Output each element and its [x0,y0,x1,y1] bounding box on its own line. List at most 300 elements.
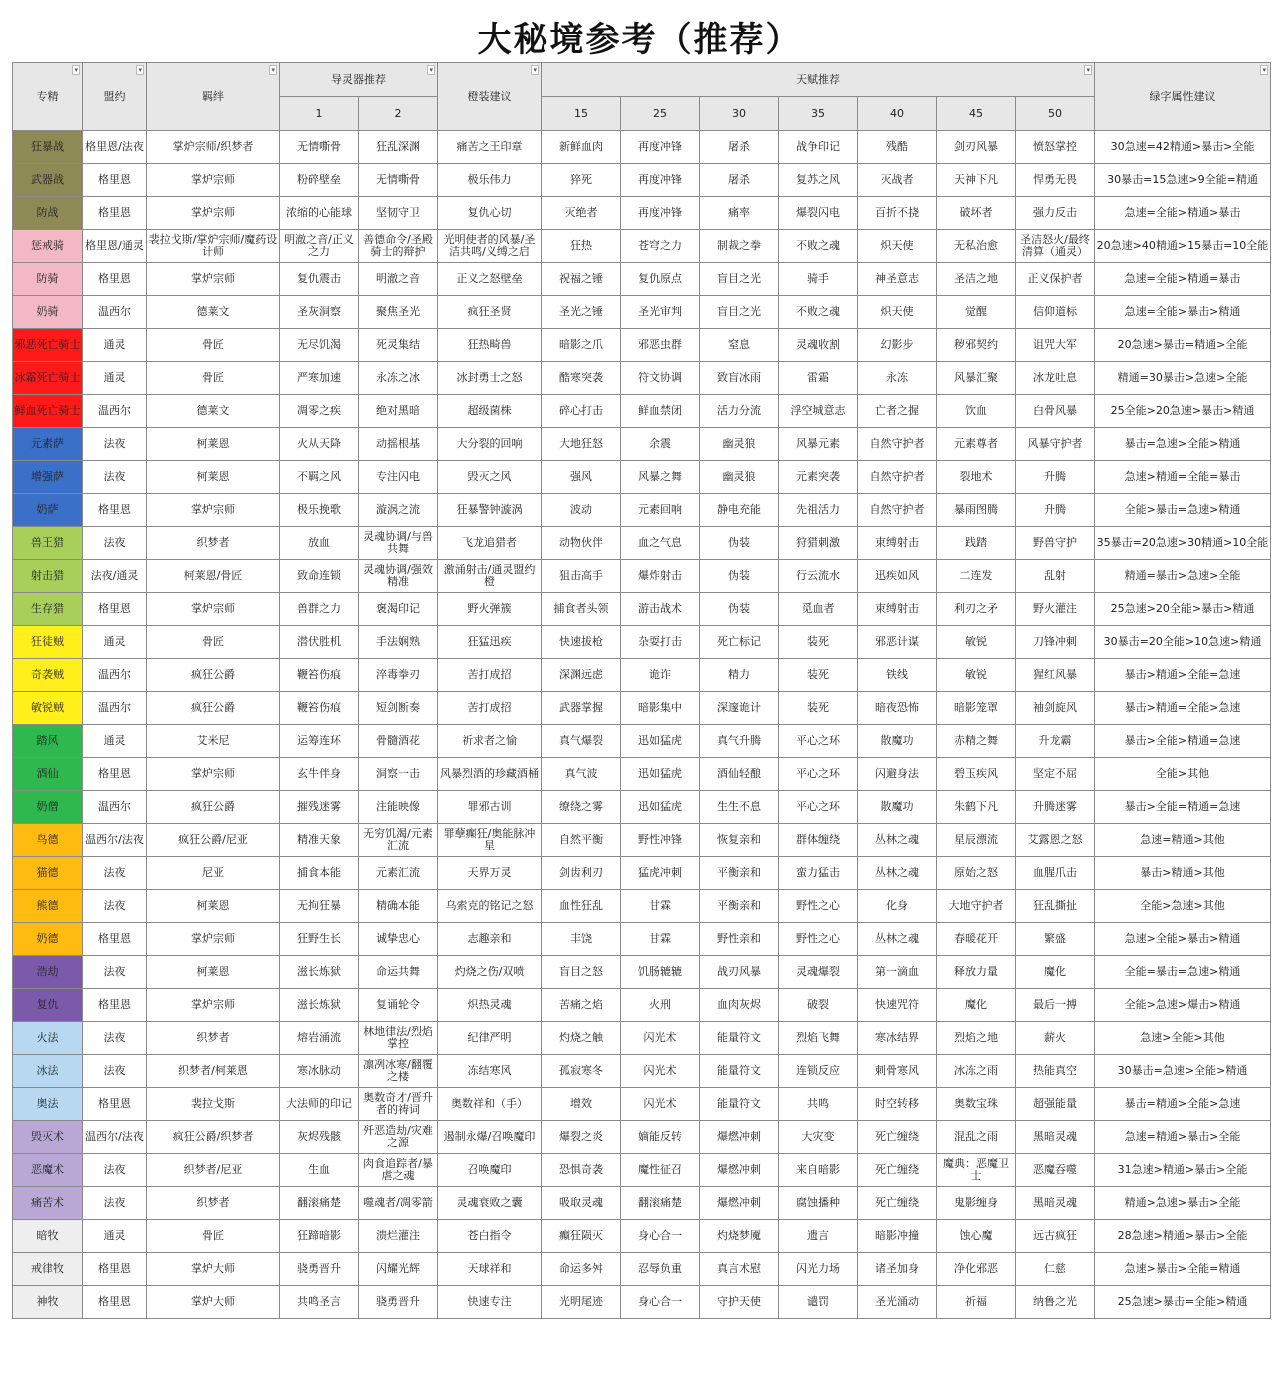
talent-45-cell[interactable]: 净化邪恶 [937,1253,1016,1286]
conduit-1-cell[interactable]: 浓缩的心能球 [280,197,359,230]
soulbind-cell[interactable]: 织梦者 [147,527,280,560]
legendary-cell[interactable]: 疯狂圣贤 [438,296,542,329]
talent-50-cell[interactable]: 魔化 [1016,956,1095,989]
soulbind-cell[interactable]: 织梦者/柯莱恩 [147,1055,280,1088]
talent-15-cell[interactable]: 狂热 [542,230,621,263]
talent-30-cell[interactable]: 能量符文 [700,1022,779,1055]
legendary-cell[interactable]: 苦打成招 [438,692,542,725]
talent-50-cell[interactable]: 血腥爪击 [1016,857,1095,890]
covenant-cell[interactable]: 法夜 [83,1154,147,1187]
soulbind-cell[interactable]: 疯狂公爵 [147,659,280,692]
conduit-1-cell[interactable]: 不羁之风 [280,461,359,494]
talent-25-cell[interactable]: 迅如猛虎 [621,791,700,824]
talent-30-cell[interactable]: 精力 [700,659,779,692]
talent-15-cell[interactable]: 缭绕之雾 [542,791,621,824]
legendary-cell[interactable]: 苦打成招 [438,659,542,692]
talent-40-cell[interactable]: 炽天使 [858,230,937,263]
stats-cell[interactable]: 25急速>暴击=全能>精通 [1095,1286,1271,1319]
talent-40-cell[interactable]: 灭战者 [858,164,937,197]
talent-25-cell[interactable]: 苍穹之力 [621,230,700,263]
talent-50-cell[interactable]: 乱射 [1016,560,1095,593]
conduit-1-cell[interactable]: 无尽饥渴 [280,329,359,362]
legendary-cell[interactable]: 野火弹簇 [438,593,542,626]
talent-15-cell[interactable]: 大地狂怒 [542,428,621,461]
soulbind-cell[interactable]: 织梦者 [147,1187,280,1220]
spec-cell[interactable]: 冰法 [13,1055,83,1088]
legendary-cell[interactable]: 超级菌株 [438,395,542,428]
talent-40-cell[interactable]: 束缚射击 [858,593,937,626]
talent-15-cell[interactable]: 深渊远虑 [542,659,621,692]
stats-cell[interactable]: 30急速=42精通>暴击>全能 [1095,131,1271,164]
covenant-cell[interactable]: 通灵 [83,329,147,362]
covenant-cell[interactable]: 格里恩 [83,593,147,626]
talent-25-cell[interactable]: 忍辱负重 [621,1253,700,1286]
soulbind-cell[interactable]: 骨匠 [147,1220,280,1253]
conduit-1-cell[interactable]: 骁勇晋升 [280,1253,359,1286]
legendary-cell[interactable]: 风暴烈酒的珍藏酒桶 [438,758,542,791]
talent-25-cell[interactable]: 风暴之舞 [621,461,700,494]
soulbind-cell[interactable]: 德莱文 [147,395,280,428]
talent-35-cell[interactable]: 先祖活力 [779,494,858,527]
talent-50-cell[interactable]: 超强能量 [1016,1088,1095,1121]
talent-30-cell[interactable]: 战刃风暴 [700,956,779,989]
conduit-2-cell[interactable]: 灵魂协调/强效精准 [359,560,438,593]
talent-15-cell[interactable]: 酷寒突袭 [542,362,621,395]
talent-35-cell[interactable]: 战争印记 [779,131,858,164]
header-talent-15[interactable]: 15 [542,97,621,131]
talent-45-cell[interactable]: 敏锐 [937,626,1016,659]
conduit-2-cell[interactable]: 狂乱深渊 [359,131,438,164]
conduit-2-cell[interactable]: 注能映像 [359,791,438,824]
legendary-cell[interactable]: 狂热畸兽 [438,329,542,362]
conduit-1-cell[interactable]: 共鸣圣言 [280,1286,359,1319]
filter-dropdown-icon[interactable]: ▾ [138,66,142,74]
talent-30-cell[interactable]: 伪装 [700,560,779,593]
talent-30-cell[interactable]: 野性亲和 [700,923,779,956]
talent-35-cell[interactable]: 骑手 [779,263,858,296]
conduit-2-cell[interactable]: 淬毒拳刃 [359,659,438,692]
talent-15-cell[interactable]: 动物伙伴 [542,527,621,560]
talent-30-cell[interactable]: 爆燃冲刺 [700,1187,779,1220]
legendary-cell[interactable]: 冻结寒风 [438,1055,542,1088]
covenant-cell[interactable]: 法夜 [83,857,147,890]
talent-45-cell[interactable]: 春暖花开 [937,923,1016,956]
soulbind-cell[interactable]: 织梦者/尼亚 [147,1154,280,1187]
conduit-2-cell[interactable]: 诚挚忠心 [359,923,438,956]
talent-25-cell[interactable]: 身心合一 [621,1286,700,1319]
stats-cell[interactable]: 20急速>暴击=精通>全能 [1095,329,1271,362]
talent-35-cell[interactable]: 共鸣 [779,1088,858,1121]
talent-35-cell[interactable]: 烈焰飞舞 [779,1022,858,1055]
conduit-1-cell[interactable]: 鞭笞伤痕 [280,659,359,692]
talent-35-cell[interactable]: 野性之心 [779,923,858,956]
conduit-1-cell[interactable]: 复仇震击 [280,263,359,296]
soulbind-cell[interactable]: 柯莱恩 [147,428,280,461]
talent-30-cell[interactable]: 活力分流 [700,395,779,428]
conduit-2-cell[interactable]: 动摇根基 [359,428,438,461]
header-conduit-1[interactable]: 1 [280,97,359,131]
talent-15-cell[interactable]: 光明尾迹 [542,1286,621,1319]
talent-40-cell[interactable]: 化身 [858,890,937,923]
spec-cell[interactable]: 防骑 [13,263,83,296]
spec-cell[interactable]: 奇袭贼 [13,659,83,692]
talent-50-cell[interactable]: 最后一搏 [1016,989,1095,1022]
talent-35-cell[interactable]: 浮空城意志 [779,395,858,428]
conduit-1-cell[interactable]: 运筹连环 [280,725,359,758]
stats-cell[interactable]: 暴击=急速>全能>精通 [1095,428,1271,461]
soulbind-cell[interactable]: 骨匠 [147,362,280,395]
soulbind-cell[interactable]: 疯狂公爵 [147,791,280,824]
talent-50-cell[interactable]: 愤怒掌控 [1016,131,1095,164]
talent-15-cell[interactable]: 真气爆裂 [542,725,621,758]
legendary-cell[interactable]: 遏制永爆/召唤魔印 [438,1121,542,1154]
spec-cell[interactable]: 生存猎 [13,593,83,626]
legendary-cell[interactable]: 正义之怒壁垒 [438,263,542,296]
talent-45-cell[interactable]: 无私治愈 [937,230,1016,263]
talent-50-cell[interactable]: 仁慈 [1016,1253,1095,1286]
covenant-cell[interactable]: 格里恩/通灵 [83,230,147,263]
covenant-cell[interactable]: 法夜 [83,1187,147,1220]
conduit-2-cell[interactable]: 死灵集结 [359,329,438,362]
talent-35-cell[interactable]: 大灾变 [779,1121,858,1154]
talent-45-cell[interactable]: 裂地术 [937,461,1016,494]
talent-30-cell[interactable]: 伪装 [700,527,779,560]
talent-45-cell[interactable]: 释放力量 [937,956,1016,989]
talent-25-cell[interactable]: 暗影集中 [621,692,700,725]
stats-cell[interactable]: 急速>精通=全能=暴击 [1095,461,1271,494]
covenant-cell[interactable]: 格里恩 [83,1088,147,1121]
talent-30-cell[interactable]: 恢复亲和 [700,824,779,857]
legendary-cell[interactable]: 召唤魔印 [438,1154,542,1187]
soulbind-cell[interactable]: 掌炉宗师 [147,593,280,626]
talent-50-cell[interactable]: 纳鲁之光 [1016,1286,1095,1319]
conduit-1-cell[interactable]: 生血 [280,1154,359,1187]
conduit-1-cell[interactable]: 狂野生长 [280,923,359,956]
talent-50-cell[interactable]: 黑暗灵魂 [1016,1121,1095,1154]
conduit-2-cell[interactable]: 骨髓酒花 [359,725,438,758]
conduit-1-cell[interactable]: 翻滚痛楚 [280,1187,359,1220]
talent-15-cell[interactable]: 增效 [542,1088,621,1121]
talent-40-cell[interactable]: 暗影冲撞 [858,1220,937,1253]
talent-50-cell[interactable]: 繁盛 [1016,923,1095,956]
stats-cell[interactable]: 全能>急速>其他 [1095,890,1271,923]
talent-50-cell[interactable]: 野兽守护 [1016,527,1095,560]
conduit-2-cell[interactable]: 聚焦圣光 [359,296,438,329]
talent-25-cell[interactable]: 再度冲锋 [621,164,700,197]
covenant-cell[interactable]: 通灵 [83,725,147,758]
conduit-1-cell[interactable]: 摧残迷雾 [280,791,359,824]
conduit-2-cell[interactable]: 骁勇晋升 [359,1286,438,1319]
talent-50-cell[interactable]: 圣洁怒火/最终清算（通灵） [1016,230,1095,263]
stats-cell[interactable]: 急速>全能>其他 [1095,1022,1271,1055]
soulbind-cell[interactable]: 裴拉戈斯 [147,1088,280,1121]
talent-25-cell[interactable]: 身心合一 [621,1220,700,1253]
talent-40-cell[interactable]: 亡者之握 [858,395,937,428]
conduit-2-cell[interactable]: 善德命令/圣殿骑士的辩护 [359,230,438,263]
spec-cell[interactable]: 鲜血死亡骑士 [13,395,83,428]
conduit-2-cell[interactable]: 明澈之音 [359,263,438,296]
stats-cell[interactable]: 暴击>精通>其他 [1095,857,1271,890]
soulbind-cell[interactable]: 德莱文 [147,296,280,329]
stats-cell[interactable]: 25全能>20急速>暴击>精通 [1095,395,1271,428]
talent-30-cell[interactable]: 能量符文 [700,1088,779,1121]
filter-dropdown-icon[interactable]: ▾ [271,66,275,74]
stats-cell[interactable]: 精通=暴击>急速>全能 [1095,560,1271,593]
talent-50-cell[interactable]: 诅咒大军 [1016,329,1095,362]
legendary-cell[interactable]: 祈求者之愉 [438,725,542,758]
talent-25-cell[interactable]: 翻滚痛楚 [621,1187,700,1220]
talent-30-cell[interactable]: 致盲冰雨 [700,362,779,395]
talent-30-cell[interactable]: 灼烧梦魇 [700,1220,779,1253]
talent-15-cell[interactable]: 丰饶 [542,923,621,956]
spec-cell[interactable]: 元素萨 [13,428,83,461]
talent-35-cell[interactable]: 行云流水 [779,560,858,593]
conduit-2-cell[interactable]: 溃烂灌注 [359,1220,438,1253]
legendary-cell[interactable]: 冰封勇士之怒 [438,362,542,395]
talent-30-cell[interactable]: 盲目之光 [700,296,779,329]
legendary-cell[interactable]: 天球祥和 [438,1253,542,1286]
spec-cell[interactable]: 酒仙 [13,758,83,791]
talent-40-cell[interactable]: 诸圣加身 [858,1253,937,1286]
stats-cell[interactable]: 急速=全能>暴击>精通 [1095,296,1271,329]
talent-50-cell[interactable]: 黑暗灵魂 [1016,1187,1095,1220]
stats-cell[interactable]: 全能>其他 [1095,758,1271,791]
spec-cell[interactable]: 惩戒骑 [13,230,83,263]
talent-25-cell[interactable]: 符文协调 [621,362,700,395]
conduit-1-cell[interactable]: 致命连锁 [280,560,359,593]
filter-dropdown-icon[interactable]: ▾ [533,66,537,74]
talent-45-cell[interactable]: 秽邪契约 [937,329,1016,362]
talent-45-cell[interactable]: 暗影笼罩 [937,692,1016,725]
talent-35-cell[interactable]: 谴罚 [779,1286,858,1319]
talent-45-cell[interactable]: 赤精之舞 [937,725,1016,758]
legendary-cell[interactable]: 痛苦之王印章 [438,131,542,164]
talent-40-cell[interactable]: 散魔功 [858,725,937,758]
talent-35-cell[interactable]: 破裂 [779,989,858,1022]
talent-25-cell[interactable]: 爆炸射击 [621,560,700,593]
legendary-cell[interactable]: 激涌射击/通灵盟约橙 [438,560,542,593]
stats-cell[interactable]: 急速>全能>暴击>精通 [1095,923,1271,956]
covenant-cell[interactable]: 通灵 [83,362,147,395]
talent-40-cell[interactable]: 丛林之魂 [858,824,937,857]
conduit-1-cell[interactable]: 无情嘶骨 [280,131,359,164]
talent-50-cell[interactable]: 热能真空 [1016,1055,1095,1088]
conduit-2-cell[interactable]: 元素汇流 [359,857,438,890]
soulbind-cell[interactable]: 掌炉宗师/织梦者 [147,131,280,164]
stats-cell[interactable]: 暴击=精通>全能>急速 [1095,1088,1271,1121]
talent-45-cell[interactable]: 二连发 [937,560,1016,593]
talent-25-cell[interactable]: 迅如猛虎 [621,758,700,791]
talent-45-cell[interactable]: 祈福 [937,1286,1016,1319]
talent-30-cell[interactable]: 生生不息 [700,791,779,824]
talent-15-cell[interactable]: 狙击高手 [542,560,621,593]
talent-45-cell[interactable]: 朱鹤下凡 [937,791,1016,824]
talent-30-cell[interactable]: 血肉灰烬 [700,989,779,1022]
conduit-1-cell[interactable]: 捕食本能 [280,857,359,890]
header-talent-40[interactable]: 40 [858,97,937,131]
spec-cell[interactable]: 神牧 [13,1286,83,1319]
legendary-cell[interactable]: 大分裂的回响 [438,428,542,461]
talent-15-cell[interactable]: 灭绝者 [542,197,621,230]
legendary-cell[interactable]: 苍白指令 [438,1220,542,1253]
talent-40-cell[interactable]: 死亡缠绕 [858,1121,937,1154]
talent-35-cell[interactable]: 平心之环 [779,758,858,791]
stats-cell[interactable]: 急速=精通>其他 [1095,824,1271,857]
talent-35-cell[interactable]: 风暴元素 [779,428,858,461]
talent-40-cell[interactable]: 束缚射击 [858,527,937,560]
conduit-1-cell[interactable]: 鞭笞伤痕 [280,692,359,725]
talent-30-cell[interactable]: 痛率 [700,197,779,230]
soulbind-cell[interactable]: 掌炉宗师 [147,263,280,296]
talent-45-cell[interactable]: 原始之怒 [937,857,1016,890]
talent-35-cell[interactable]: 灵魂收割 [779,329,858,362]
talent-25-cell[interactable]: 复仇原点 [621,263,700,296]
talent-30-cell[interactable]: 平衡亲和 [700,857,779,890]
conduit-1-cell[interactable]: 狂蹄暗影 [280,1220,359,1253]
conduit-2-cell[interactable]: 洞察一击 [359,758,438,791]
talent-35-cell[interactable]: 连锁反应 [779,1055,858,1088]
header-talent-30[interactable]: 30 [700,97,779,131]
talent-15-cell[interactable]: 灼烧之触 [542,1022,621,1055]
legendary-cell[interactable]: 奥数祥和（手） [438,1088,542,1121]
talent-40-cell[interactable]: 丛林之魂 [858,857,937,890]
legendary-cell[interactable]: 狂猛迅疾 [438,626,542,659]
conduit-2-cell[interactable]: 奥数奇才/晋升者的祷词 [359,1088,438,1121]
talent-35-cell[interactable]: 装死 [779,626,858,659]
talent-35-cell[interactable]: 复苏之风 [779,164,858,197]
spec-cell[interactable]: 奶萨 [13,494,83,527]
spec-cell[interactable]: 邪恶死亡骑士 [13,329,83,362]
talent-25-cell[interactable]: 饥肠辘辘 [621,956,700,989]
talent-35-cell[interactable]: 平心之环 [779,725,858,758]
talent-45-cell[interactable]: 破坏者 [937,197,1016,230]
covenant-cell[interactable]: 温西尔 [83,659,147,692]
talent-45-cell[interactable]: 奥数宝珠 [937,1088,1016,1121]
stats-cell[interactable]: 全能>急速>爆击>精通 [1095,989,1271,1022]
soulbind-cell[interactable]: 尼亚 [147,857,280,890]
covenant-cell[interactable]: 法夜 [83,1055,147,1088]
covenant-cell[interactable]: 温西尔/法夜 [83,1121,147,1154]
stats-cell[interactable]: 精通>急速>暴击>全能 [1095,1187,1271,1220]
talent-30-cell[interactable]: 深邃诡计 [700,692,779,725]
covenant-cell[interactable]: 格里恩 [83,989,147,1022]
soulbind-cell[interactable]: 骨匠 [147,329,280,362]
legendary-cell[interactable]: 快速专注 [438,1286,542,1319]
spec-cell[interactable]: 射击猎 [13,560,83,593]
talent-35-cell[interactable]: 元素突袭 [779,461,858,494]
talent-25-cell[interactable]: 圣光审判 [621,296,700,329]
talent-35-cell[interactable]: 不败之魂 [779,230,858,263]
talent-40-cell[interactable]: 死亡缠绕 [858,1187,937,1220]
soulbind-cell[interactable]: 织梦者 [147,1022,280,1055]
header-talent-35[interactable]: 35 [779,97,858,131]
spec-cell[interactable]: 兽王猎 [13,527,83,560]
talent-30-cell[interactable]: 酒仙轻酿 [700,758,779,791]
talent-50-cell[interactable]: 白骨风暴 [1016,395,1095,428]
talent-45-cell[interactable]: 觉醒 [937,296,1016,329]
soulbind-cell[interactable]: 艾米尼 [147,725,280,758]
conduit-2-cell[interactable]: 灵魂协调/与兽共舞 [359,527,438,560]
talent-30-cell[interactable]: 爆燃冲刺 [700,1121,779,1154]
talent-15-cell[interactable]: 碎心打击 [542,395,621,428]
soulbind-cell[interactable]: 柯莱恩 [147,890,280,923]
talent-50-cell[interactable]: 袖剑旋风 [1016,692,1095,725]
spec-cell[interactable]: 冰霜死亡骑士 [13,362,83,395]
conduit-1-cell[interactable]: 潜伏胜机 [280,626,359,659]
conduit-2-cell[interactable]: 绝对黑暗 [359,395,438,428]
talent-35-cell[interactable]: 狩猎刺激 [779,527,858,560]
talent-45-cell[interactable]: 混乱之雨 [937,1121,1016,1154]
talent-15-cell[interactable]: 猝死 [542,164,621,197]
stats-cell[interactable]: 31急速>精通>暴击>全能 [1095,1154,1271,1187]
conduit-2-cell[interactable]: 坚韧守卫 [359,197,438,230]
legendary-cell[interactable]: 光明使者的风暴/圣洁共鸣/义缚之启 [438,230,542,263]
stats-cell[interactable]: 暴击>全能=精通=急速 [1095,791,1271,824]
talent-25-cell[interactable]: 鲜血禁闭 [621,395,700,428]
talent-35-cell[interactable]: 遗言 [779,1220,858,1253]
talent-40-cell[interactable]: 丛林之魂 [858,923,937,956]
talent-45-cell[interactable]: 剑刃风暴 [937,131,1016,164]
talent-15-cell[interactable]: 祝福之锤 [542,263,621,296]
talent-15-cell[interactable]: 爆裂之炎 [542,1121,621,1154]
legendary-cell[interactable]: 飞龙追猎者 [438,527,542,560]
talent-15-cell[interactable]: 癫狂陨灭 [542,1220,621,1253]
legendary-cell[interactable]: 罪邪古训 [438,791,542,824]
spec-cell[interactable]: 武器战 [13,164,83,197]
talent-50-cell[interactable]: 恶魔吞噬 [1016,1154,1095,1187]
stats-cell[interactable]: 急速>暴击>全能=精通 [1095,1253,1271,1286]
stats-cell[interactable]: 急速=全能>精通=暴击 [1095,263,1271,296]
soulbind-cell[interactable]: 柯莱恩/骨匠 [147,560,280,593]
legendary-cell[interactable]: 灵魂衰败之囊 [438,1187,542,1220]
covenant-cell[interactable]: 格里恩 [83,494,147,527]
talent-40-cell[interactable]: 散魔功 [858,791,937,824]
conduit-1-cell[interactable]: 无拘狂暴 [280,890,359,923]
stats-cell[interactable]: 30暴击=急速>全能>精通 [1095,1055,1271,1088]
header-talent-45[interactable]: 45 [937,97,1016,131]
talent-25-cell[interactable]: 嫡能反转 [621,1121,700,1154]
talent-25-cell[interactable]: 诡诈 [621,659,700,692]
stats-cell[interactable]: 暴击>精通=全能>急速 [1095,692,1271,725]
talent-15-cell[interactable]: 吸取灵魂 [542,1187,621,1220]
talent-30-cell[interactable]: 屠杀 [700,164,779,197]
spec-cell[interactable]: 奥法 [13,1088,83,1121]
conduit-1-cell[interactable]: 兽群之力 [280,593,359,626]
stats-cell[interactable]: 急速=全能>精通>暴击 [1095,197,1271,230]
conduit-2-cell[interactable]: 精确本能 [359,890,438,923]
talent-30-cell[interactable]: 屠杀 [700,131,779,164]
spec-cell[interactable]: 狂暴战 [13,131,83,164]
talent-45-cell[interactable]: 利刃之矛 [937,593,1016,626]
spec-cell[interactable]: 猫德 [13,857,83,890]
covenant-cell[interactable]: 格里恩 [83,758,147,791]
talent-50-cell[interactable]: 猩红风暴 [1016,659,1095,692]
soulbind-cell[interactable]: 掌炉大师 [147,1253,280,1286]
stats-cell[interactable]: 全能=暴击=急速>精通 [1095,956,1271,989]
conduit-2-cell[interactable]: 凛冽冰寒/翻覆之楼 [359,1055,438,1088]
conduit-2-cell[interactable]: 手法娴熟 [359,626,438,659]
legendary-cell[interactable]: 志趣亲和 [438,923,542,956]
header-covenant[interactable]: 盟约 ▾ [83,63,147,131]
covenant-cell[interactable]: 通灵 [83,626,147,659]
conduit-2-cell[interactable]: 噬魂者/凋零箭 [359,1187,438,1220]
soulbind-cell[interactable]: 疯狂公爵 [147,692,280,725]
covenant-cell[interactable]: 法夜 [83,1022,147,1055]
talent-45-cell[interactable]: 暴雨图腾 [937,494,1016,527]
talent-25-cell[interactable]: 杂耍打击 [621,626,700,659]
talent-30-cell[interactable]: 守护天使 [700,1286,779,1319]
talent-25-cell[interactable]: 游击战术 [621,593,700,626]
